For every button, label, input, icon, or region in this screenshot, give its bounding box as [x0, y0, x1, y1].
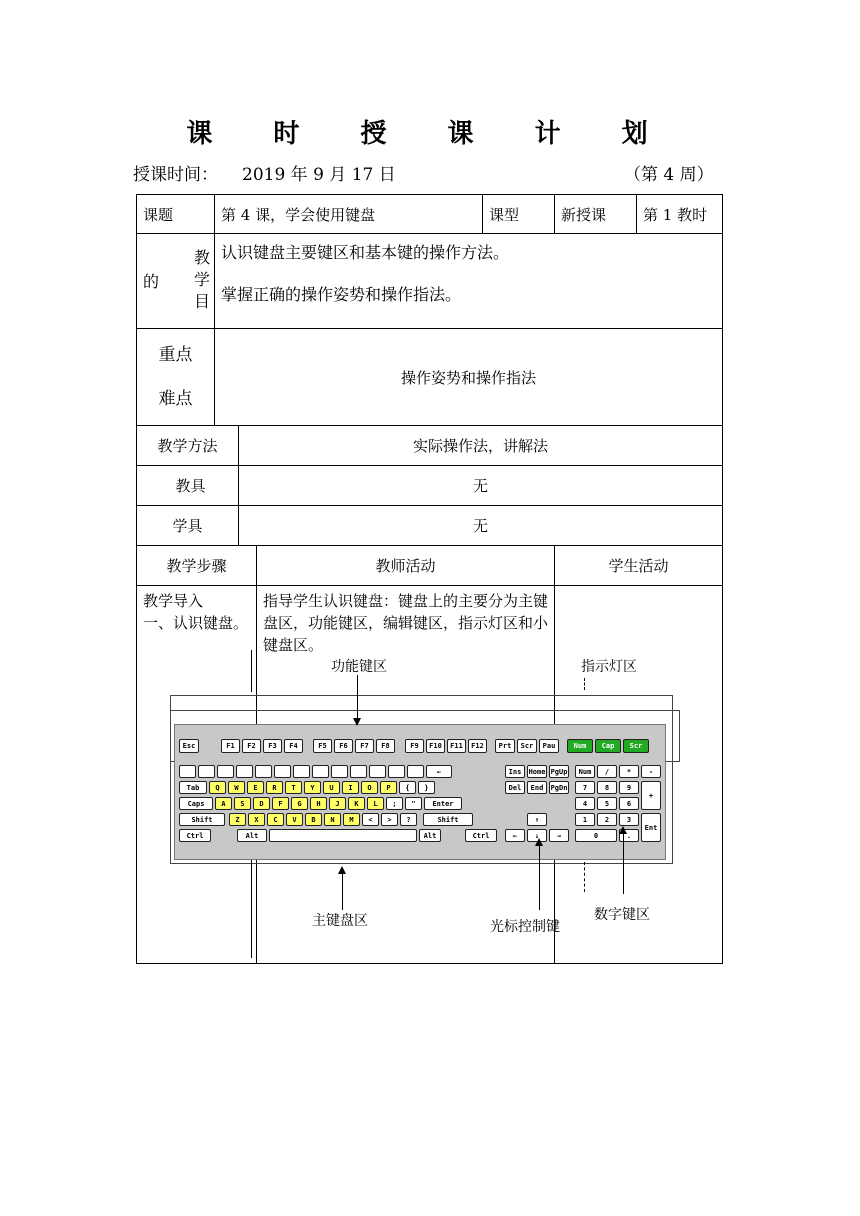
keyboard-key: [274, 765, 291, 778]
topic-value: 第 4 课，学会使用键盘: [215, 195, 483, 234]
keyboard-key: J: [329, 797, 346, 810]
keyboard-key: F5: [313, 739, 332, 753]
keyboard-key: Scr: [517, 739, 537, 753]
keyboard-key: F12: [468, 739, 487, 753]
keyboard-key: Caps: [179, 797, 213, 810]
keyboard-key: *: [619, 765, 639, 778]
keyboard-key: 6: [619, 797, 639, 810]
week-label: （第 4 周）: [624, 165, 714, 185]
goals-label-c: 的: [143, 272, 160, 291]
keyboard-key: [255, 765, 272, 778]
keyboard-key: .: [619, 829, 639, 842]
steps-header-col1: 教学步骤: [137, 546, 257, 586]
keyboard-key: P: [380, 781, 397, 794]
keyboard-key: T: [285, 781, 302, 794]
keyboard-key: 0: [575, 829, 617, 842]
keyboard-key: F9: [405, 739, 424, 753]
key-points-label-1: 重点: [158, 345, 193, 365]
keyboard-key: Ent: [641, 813, 661, 842]
steps-header-col3: 学生活动: [555, 546, 723, 586]
keyboard-key: ?: [400, 813, 417, 826]
key-points-label: [137, 329, 215, 426]
keyboard-key: Ctrl: [465, 829, 497, 842]
cursor-arrow: [539, 845, 540, 910]
keyboard-key: Tab: [179, 781, 207, 794]
keyboard-key: {: [399, 781, 416, 794]
keyboard-key: Prt: [495, 739, 515, 753]
keyboard-key: [388, 765, 405, 778]
keyboard-key: F11: [447, 739, 466, 753]
keyboard-key: ←: [505, 829, 525, 842]
keyboard-key: S: [234, 797, 251, 810]
keyboard-key: Scr: [623, 739, 649, 753]
keyboard-key: 5: [597, 797, 617, 810]
keyboard-key: K: [348, 797, 365, 810]
goals-label-b: 学: [193, 270, 210, 289]
keyboard-key: C: [267, 813, 284, 826]
keyboard-key: 8: [597, 781, 617, 794]
indicator-label: 指示灯区: [581, 659, 637, 675]
main-arrow-head: [338, 866, 346, 874]
keyboard-key: Shift: [179, 813, 225, 826]
keyboard-key: N: [324, 813, 341, 826]
tools-label: 教具: [137, 466, 239, 506]
keyboard-key: [236, 765, 253, 778]
keyboard-key: F8: [376, 739, 395, 753]
date-label: 授课时间：: [133, 165, 218, 185]
keyboard-key: Del: [505, 781, 525, 794]
keyboard-key: >: [381, 813, 398, 826]
keyboard-key: PgUp: [549, 765, 569, 778]
keyboard-key: [198, 765, 215, 778]
goals-label-d: 目: [193, 292, 210, 311]
keyboard-key: Num: [567, 739, 593, 753]
study-content: 无: [239, 506, 723, 546]
keyboard-key: D: [253, 797, 270, 810]
keyboard-key: 1: [575, 813, 595, 826]
keyboard-key: A: [215, 797, 232, 810]
main-keys-label: 主键盘区: [312, 913, 368, 929]
keyboard-key: O: [361, 781, 378, 794]
cursor-keys-label: 光标控制键: [490, 919, 560, 935]
cursor-arrow-head: [535, 838, 543, 846]
keyboard-key: ↓: [527, 829, 547, 842]
method-content: 实际操作法，讲解法: [239, 426, 723, 466]
steps-header-col2: 教师活动: [257, 546, 555, 586]
keyboard-key: ": [405, 797, 422, 810]
keyboard-key: Pau: [539, 739, 559, 753]
keyboard-key: F: [272, 797, 289, 810]
keyboard-key: ↑: [527, 813, 547, 826]
numpad-arrow-head: [619, 826, 627, 834]
keyboard-key: -: [641, 765, 661, 778]
date-value: 2019 年 9 月 17 日: [242, 165, 396, 185]
keyboard-key: Alt: [419, 829, 441, 842]
keyboard-key: Y: [304, 781, 321, 794]
goal-line-2: 掌握正确的操作姿势和操作指法。: [221, 285, 462, 304]
keyboard-key: 7: [575, 781, 595, 794]
keyboard-key: F4: [284, 739, 303, 753]
keyboard-key: Num: [575, 765, 595, 778]
keyboard-key: 3: [619, 813, 639, 826]
keyboard-key: →: [549, 829, 569, 842]
keyboard-key: [269, 829, 417, 842]
keyboard-key: +: [641, 781, 661, 810]
main-arrow: [342, 872, 343, 910]
goals-label: [137, 234, 215, 329]
step1-name: 教学导入 一、认识键盘。: [137, 586, 257, 964]
keyboard-key: Esc: [179, 739, 199, 753]
keyboard-key: [331, 765, 348, 778]
keyboard-key: M: [343, 813, 360, 826]
divider-line-4: [251, 650, 252, 692]
step1-teacher: 指导学生认识键盘：键盘上的主要分为主键盘区，功能键区，编辑键区，指示灯区和小键盘区。: [257, 586, 555, 964]
keyboard-key: Home: [527, 765, 547, 778]
keyboard-key: [312, 765, 329, 778]
keyboard-key: PgDn: [549, 781, 569, 794]
keyboard-key: Ins: [505, 765, 525, 778]
keyboard-key: U: [323, 781, 340, 794]
keyboard-key: F6: [334, 739, 353, 753]
keyboard-key: <: [362, 813, 379, 826]
keyboard-key: B: [305, 813, 322, 826]
keyboard-key: [407, 765, 424, 778]
keyboard-key: 4: [575, 797, 595, 810]
study-label: 学具: [137, 506, 239, 546]
keyboard-key: [179, 765, 196, 778]
keyboard-key: /: [597, 765, 617, 778]
type-value: 新授课: [555, 195, 637, 234]
method-label: 教学方法: [137, 426, 239, 466]
goals-content: [215, 234, 723, 329]
tools-content: 无: [239, 466, 723, 506]
divider-line-3: [584, 678, 585, 690]
type-label: 课型: [483, 195, 555, 234]
keyboard-key: Enter: [424, 797, 462, 810]
keyboard-key: }: [418, 781, 435, 794]
keyboard-key: W: [228, 781, 245, 794]
keyboard-key: 2: [597, 813, 617, 826]
keyboard-key: V: [286, 813, 303, 826]
keyboard-key: Shift: [423, 813, 473, 826]
keyboard-key: G: [291, 797, 308, 810]
keyboard-key: 9: [619, 781, 639, 794]
keyboard-key: I: [342, 781, 359, 794]
keyboard-key: F7: [355, 739, 374, 753]
keyboard-key: [350, 765, 367, 778]
goals-label-a: 教: [193, 248, 210, 267]
goal-line-1: 认识键盘主要键区和基本键的操作方法。: [221, 243, 510, 262]
keyboard-key: Q: [209, 781, 226, 794]
page-title: 课 时 授 课 计 划: [186, 119, 674, 149]
hour-value: 第 1 教时: [637, 195, 723, 234]
keyboard-key: E: [247, 781, 264, 794]
keyboard-key: F3: [263, 739, 282, 753]
keyboard-key: H: [310, 797, 327, 810]
keyboard-key: ←: [426, 765, 452, 778]
func-keys-label: 功能键区: [331, 659, 387, 675]
keyboard-key: L: [367, 797, 384, 810]
keyboard-key: ;: [386, 797, 403, 810]
keyboard-key: F2: [242, 739, 261, 753]
divider-line-1: [251, 860, 252, 958]
keyboard-key: Alt: [237, 829, 267, 842]
numpad-label: 数字键区: [594, 907, 650, 923]
keyboard-key: [217, 765, 234, 778]
keyboard-image: [174, 724, 666, 860]
keyboard-key: Cap: [595, 739, 621, 753]
key-points-content: 操作姿势和操作指法: [215, 329, 723, 426]
func-arrow-head: [353, 718, 361, 726]
func-arrow: [357, 675, 358, 720]
keyboard-key: End: [527, 781, 547, 794]
keyboard-key: [369, 765, 386, 778]
divider-line-2: [584, 862, 585, 892]
key-points-label-2: 难点: [158, 389, 193, 409]
keyboard-key: F10: [426, 739, 445, 753]
topic-label: 课题: [137, 195, 215, 234]
keyboard-key: X: [248, 813, 265, 826]
keyboard-key: Ctrl: [179, 829, 211, 842]
keyboard-key: [293, 765, 310, 778]
keyboard-key: F1: [221, 739, 240, 753]
keyboard-key: Z: [229, 813, 246, 826]
keyboard-key: R: [266, 781, 283, 794]
numpad-arrow: [623, 832, 624, 894]
